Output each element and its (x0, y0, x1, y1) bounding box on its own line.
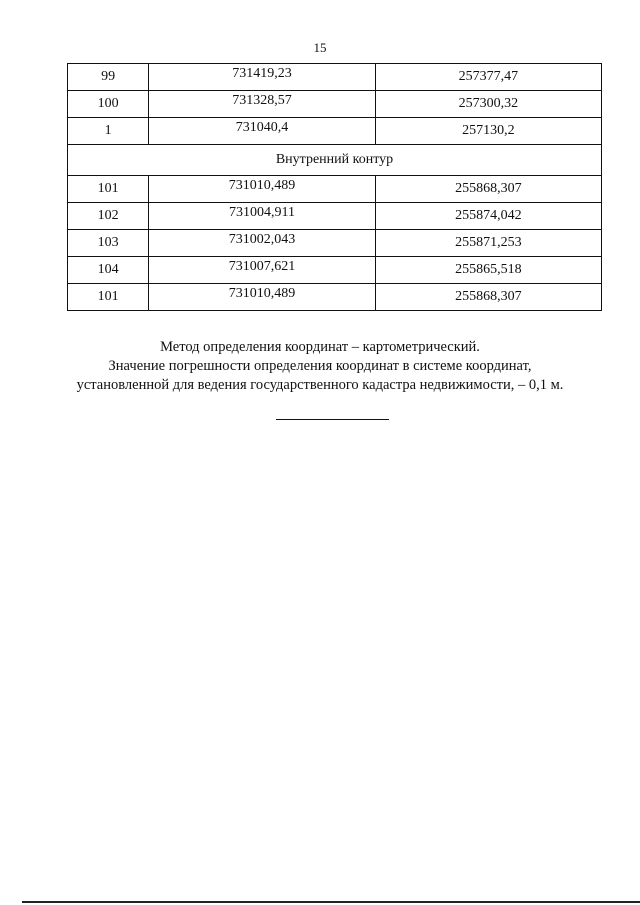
method-notes (0, 338, 640, 395)
table-row (68, 284, 602, 311)
scan-bottom-edge (22, 901, 640, 903)
table-row (68, 176, 602, 203)
point-number: 101 (68, 284, 149, 311)
coord-x: 731007,621 (149, 257, 375, 284)
page-number: 15 (313, 40, 327, 55)
coord-x: 731010,489 (149, 284, 375, 311)
coordinates-table (67, 63, 602, 311)
table-row (68, 118, 602, 145)
coord-y: 257377,47 (375, 64, 601, 91)
point-number: 100 (68, 91, 149, 118)
table-row (68, 64, 602, 91)
coord-x: 731002,043 (149, 230, 375, 257)
coord-y: 255868,307 (375, 284, 601, 311)
table-row (68, 91, 602, 118)
accuracy-line-continued: установленной для ведения государственного кадастра недвижимости, – 0,1 м. (76, 377, 564, 393)
coord-x: 731328,57 (149, 91, 375, 118)
table-row (68, 257, 602, 284)
point-number: 101 (68, 176, 149, 203)
closing-rule (276, 419, 389, 420)
point-number: 1 (68, 118, 149, 145)
coord-y: 255868,307 (375, 176, 601, 203)
coord-x: 731040,4 (149, 118, 375, 145)
coord-x: 731419,23 (149, 64, 375, 91)
point-number: 104 (68, 257, 149, 284)
coord-y: 257300,32 (375, 91, 601, 118)
coord-x: 731010,489 (149, 176, 375, 203)
coord-y: 255874,042 (375, 203, 601, 230)
section-header-row (68, 145, 602, 176)
coord-y: 255865,518 (375, 257, 601, 284)
point-number: 99 (68, 64, 149, 91)
coord-y: 255871,253 (375, 230, 601, 257)
table-row (68, 203, 602, 230)
method-line: Метод определения координат – картометрический. (160, 339, 480, 355)
point-number: 102 (68, 203, 149, 230)
coord-y: 257130,2 (375, 118, 601, 145)
accuracy-line: Значение погрешности определения координат в системе координат, (108, 358, 532, 374)
section-title: Внутренний контур (68, 145, 602, 176)
table-row (68, 230, 602, 257)
point-number: 103 (68, 230, 149, 257)
coord-x: 731004,911 (149, 203, 375, 230)
